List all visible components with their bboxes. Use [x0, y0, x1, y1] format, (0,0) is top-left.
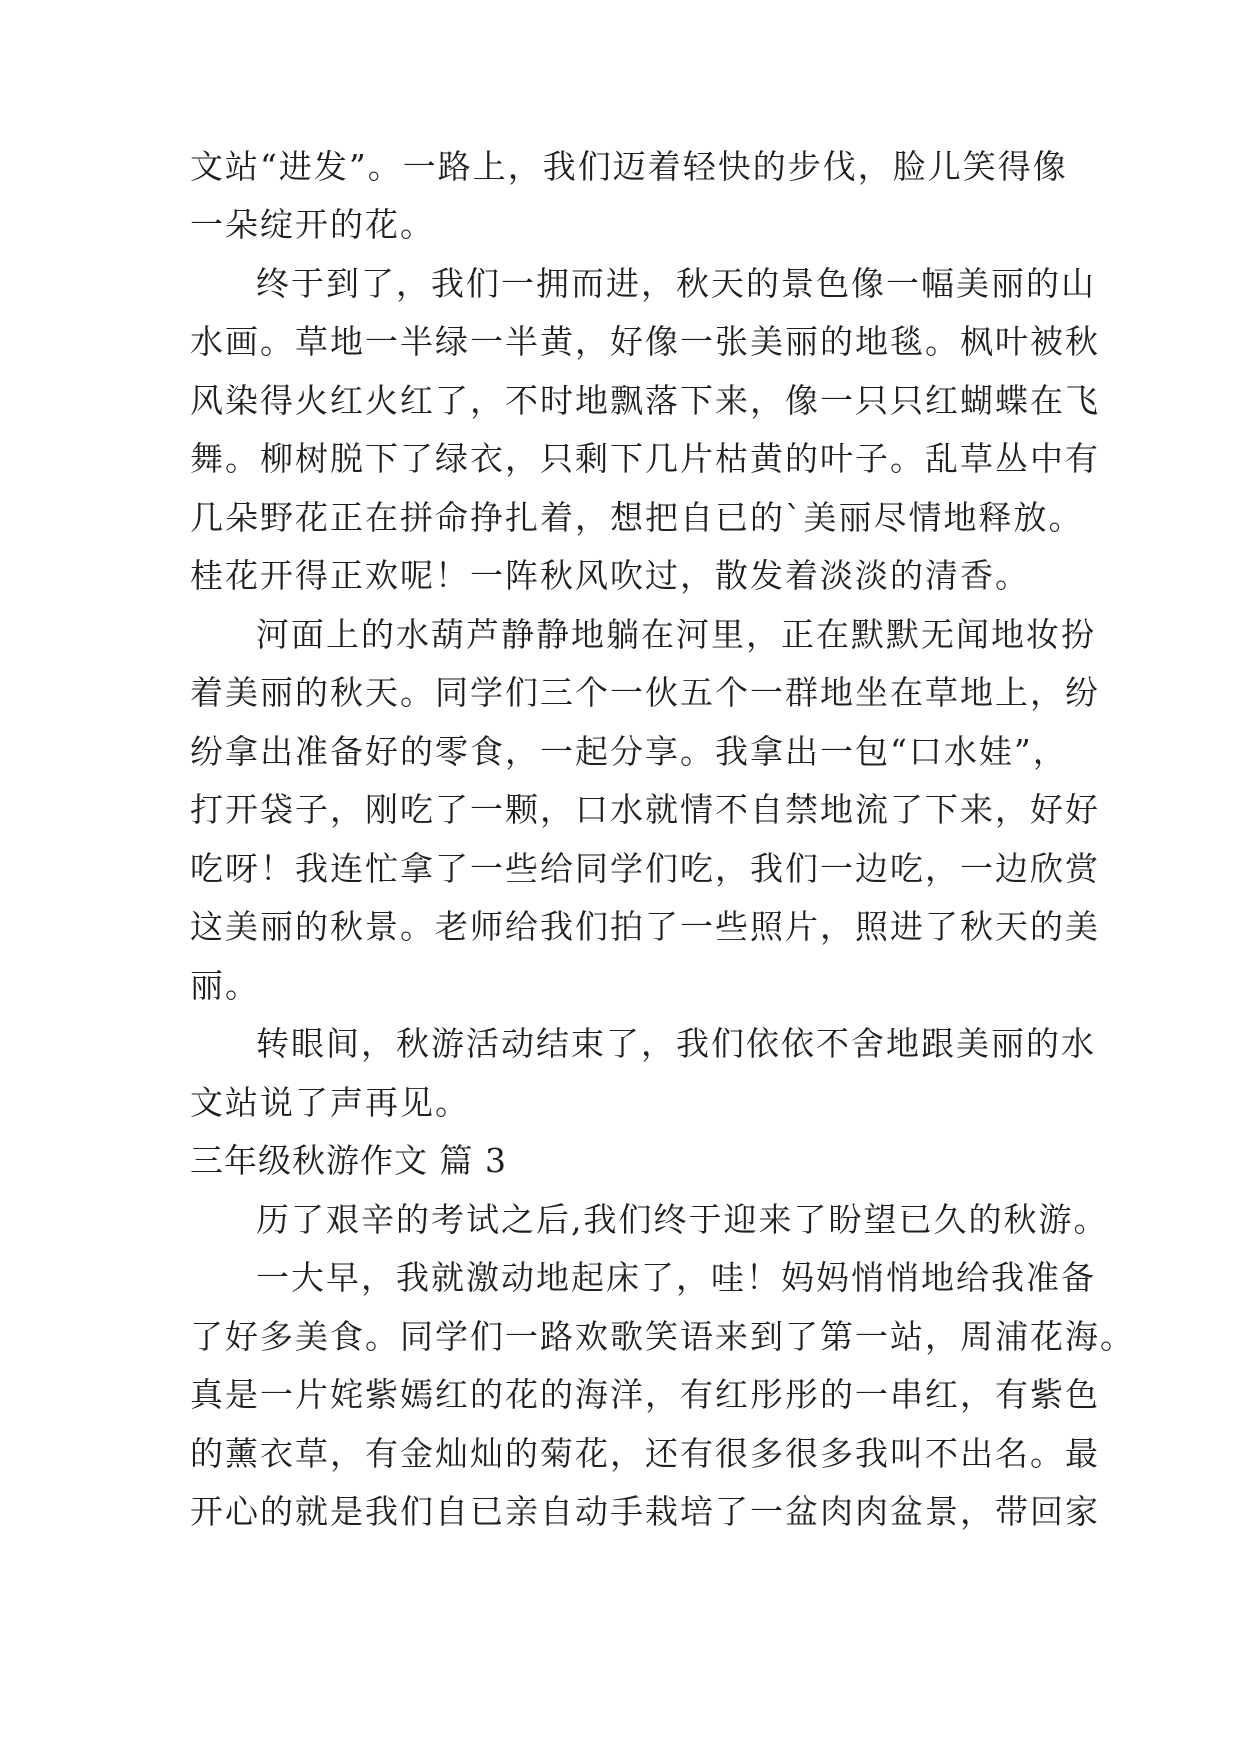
text-line: 几朵野花正在拼命挣扎着，想把自已的`美丽尽情地释放。	[190, 498, 1084, 537]
text-line: 桂花开得正欢呢！一阵秋风吹过，散发着淡淡的清香。	[190, 556, 1030, 595]
text-line: 一朵绽开的花。	[190, 205, 435, 244]
paragraph-start-line: 终于到了，我们一拥而进，秋天的景色像一幅美丽的山	[256, 264, 1096, 303]
text-line: 水画。草地一半绿一半黄，好像一张美丽的地毯。枫叶被秋	[190, 322, 1100, 361]
text-line: 这美丽的秋景。老师给我们拍了一些照片，照进了秋天的美	[190, 907, 1100, 946]
text-line: 真是一片姹紫嫣红的花的海洋，有红彤彤的一串红，有紫色	[190, 1375, 1100, 1414]
text-line: 的薰衣草，有金灿灿的菊花，还有很多很多我叫不出名。最	[190, 1434, 1100, 1473]
text-line: 文站说了声再见。	[190, 1083, 470, 1122]
text-line: 风染得火红火红了，不时地飘落下来，像一只只红蝴蝶在飞	[190, 381, 1100, 420]
paragraph-start-line: 转眼间，秋游活动结束了，我们依依不舍地跟美丽的水	[256, 1024, 1096, 1063]
text-line: 文站“进发”。一路上，我们迈着轻快的步伐，脸儿笑得像	[190, 147, 1068, 186]
text-line: 纷拿出准备好的零食，一起分享。我拿出一包“口水娃”，	[190, 732, 1068, 771]
paragraph-start-line: 河面上的水葫芦静静地躺在河里，正在默默无闻地妆扮	[256, 615, 1096, 654]
section-heading: 三年级秋游作文 篇 3	[190, 1141, 507, 1180]
text-line: 打开袋子，刚吃了一颗，口水就情不自禁地流了下来，好好	[190, 790, 1100, 829]
text-line: 吃呀！我连忙拿了一些给同学们吃，我们一边吃，一边欣赏	[190, 849, 1100, 888]
text-line: 了好多美食。同学们一路欢歌笑语来到了第一站，周浦花海。	[190, 1317, 1135, 1356]
text-line: 着美丽的秋天。同学们三个一伙五个一群地坐在草地上，纷	[190, 673, 1100, 712]
text-line: 舞。柳树脱下了绿衣，只剩下几片枯黄的叶子。乱草丛中有	[190, 439, 1100, 478]
paragraph-start-line: 一大早，我就激动地起床了，哇！妈妈悄悄地给我准备	[256, 1258, 1096, 1297]
text-line: 开心的就是我们自已亲自动手栽培了一盆肉肉盆景，带回家	[190, 1492, 1100, 1531]
paragraph-start-line: 历了艰辛的考试之后,我们终于迎来了盼望已久的秋游。	[256, 1200, 1109, 1239]
text-line: 丽。	[190, 966, 260, 1005]
